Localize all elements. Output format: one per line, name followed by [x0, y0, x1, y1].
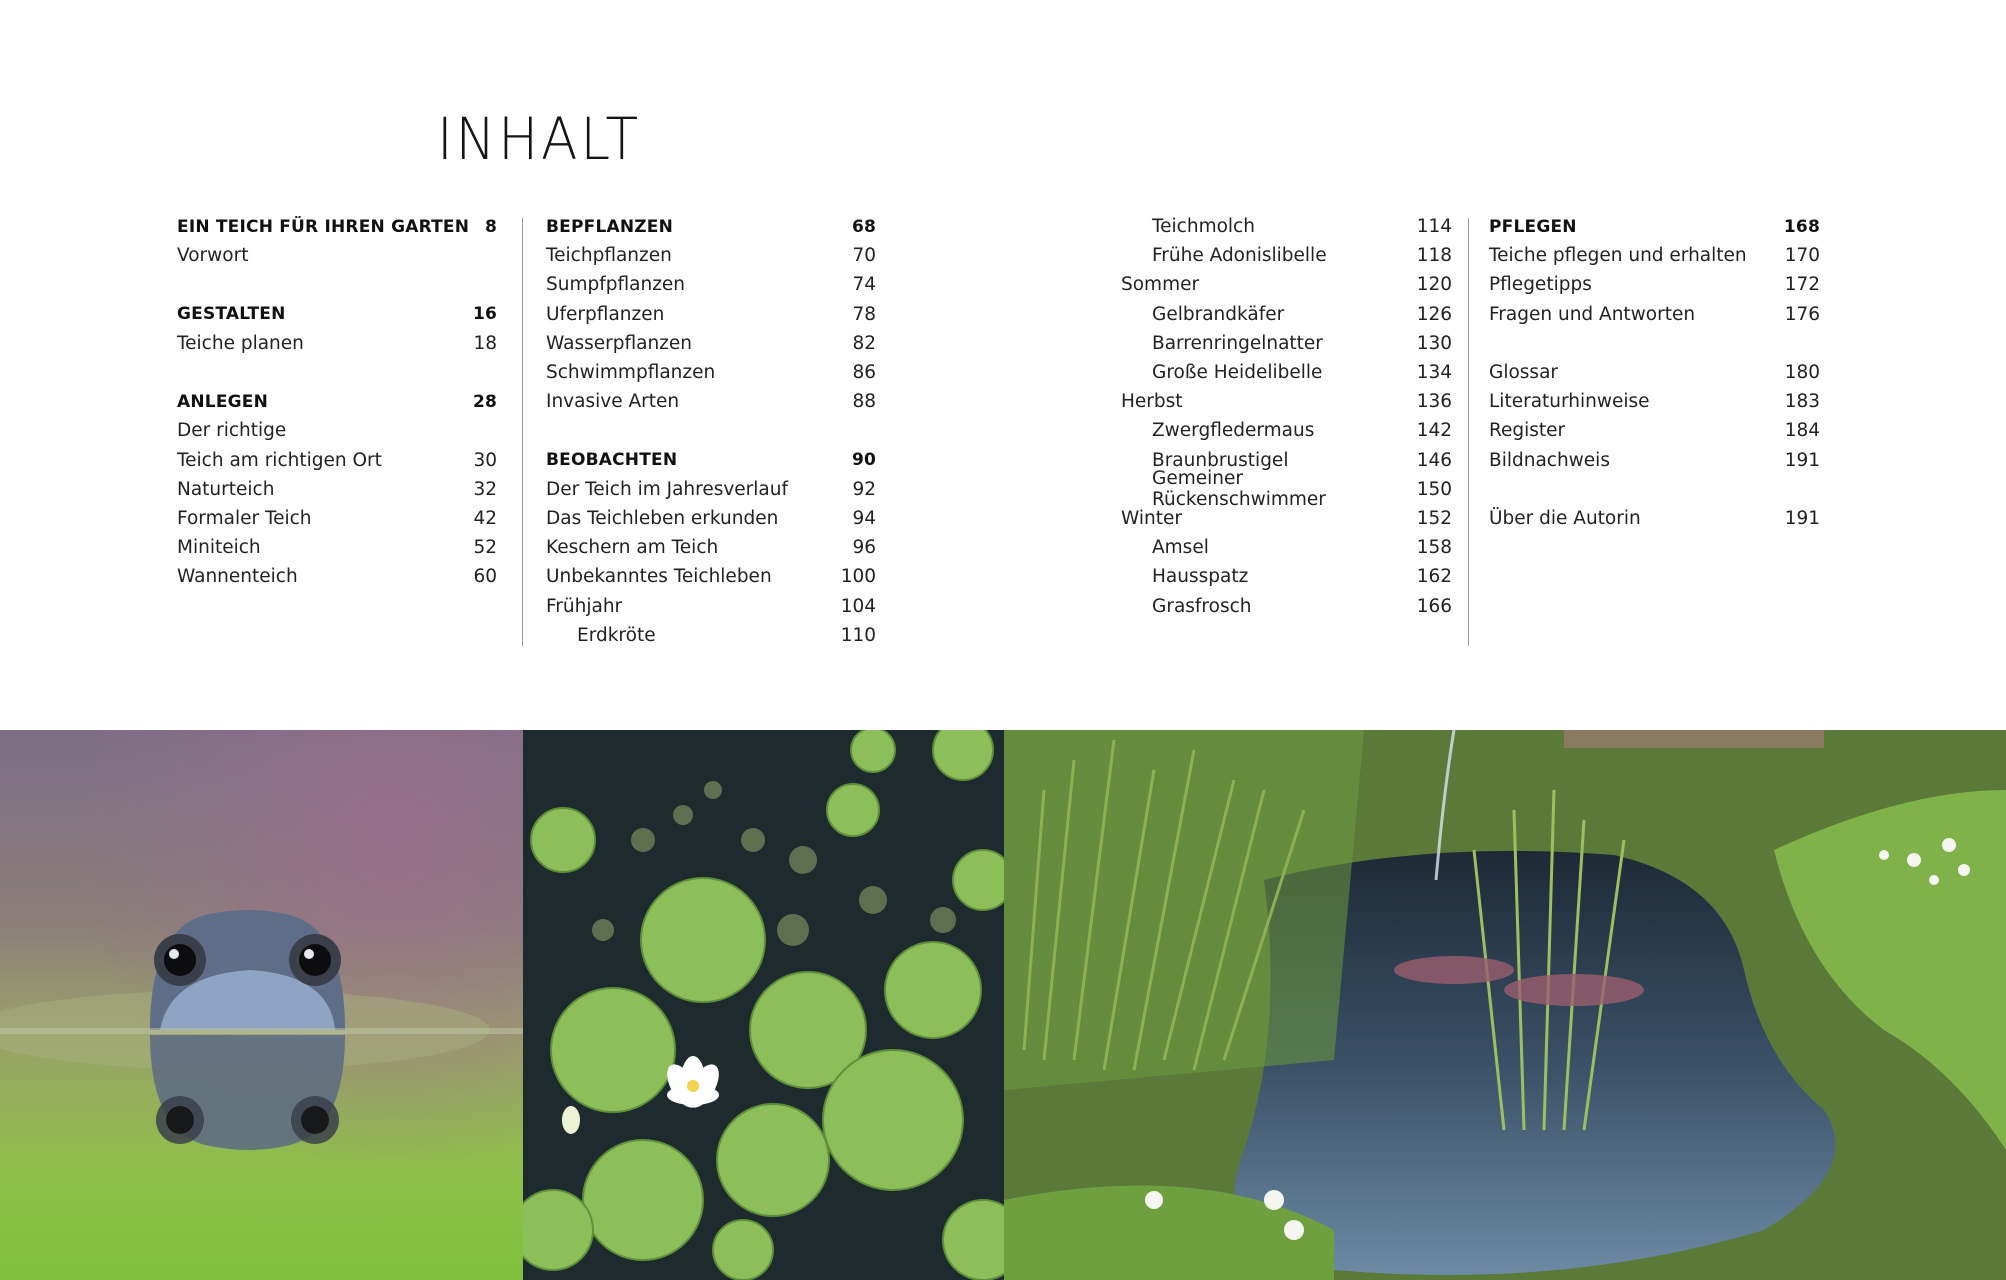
toc-entry [177, 475, 497, 504]
toc-entry [546, 387, 876, 416]
toc-entry-label: Über die Autorin [1489, 507, 1641, 529]
toc-entry-label: Wasserpflanzen [546, 332, 692, 354]
toc-entry [177, 241, 497, 270]
toc-column-1 [177, 212, 497, 591]
toc-entry [546, 475, 876, 504]
toc-page-number: 110 [840, 624, 876, 646]
toc-spacer [546, 416, 876, 445]
toc-section-heading [177, 212, 497, 241]
toc-entry-label: Grasfrosch [1152, 595, 1252, 617]
toc-section-heading [1489, 212, 1820, 241]
toc-page-number: 166 [1416, 595, 1452, 617]
toc-entry [1121, 300, 1452, 329]
toc-page-number: 92 [852, 478, 876, 500]
toc-entry [177, 533, 497, 562]
toc-page-number: 136 [1416, 391, 1452, 413]
toc-entry-label: Teichmolch [1152, 216, 1255, 238]
toc-entry [1489, 270, 1820, 299]
toc-entry-label: Register [1489, 420, 1566, 442]
toc-entry-label: Sommer [1121, 274, 1200, 296]
toc-entry-label: Miniteich [177, 537, 261, 559]
toc-entry-label: PFLEGEN [1489, 216, 1577, 237]
toc-page-number: 104 [840, 595, 876, 617]
toc-page-number: 90 [851, 450, 876, 471]
toc-entry [546, 241, 876, 270]
toc-page-number: 146 [1416, 449, 1452, 471]
toc-entry-label: Barrenringelnatter [1152, 332, 1323, 354]
toc-spacer [177, 358, 497, 387]
toc-spacer [1489, 475, 1820, 504]
toc-entry [546, 358, 876, 387]
toc-entry [546, 562, 876, 591]
toc-entry-label: Wannenteich [177, 566, 298, 588]
toc-entry-label: Frühjahr [546, 595, 623, 617]
toc-entry-label: Keschern am Teich [546, 537, 719, 559]
toc-spacer [1489, 329, 1820, 358]
toc-page-number: 30 [473, 449, 497, 471]
toc-page-number: 172 [1784, 274, 1820, 296]
toc-page-number: 42 [473, 507, 497, 529]
toc-spacer [177, 270, 497, 299]
toc-page-number: 176 [1784, 303, 1820, 325]
toc-entry-label: Frühe Adonislibelle [1152, 245, 1327, 267]
toc-page-number: 152 [1416, 507, 1452, 529]
toc-entry [177, 329, 497, 358]
toc-entry-label: GESTALTEN [177, 304, 286, 325]
toc-entry [546, 270, 876, 299]
toc-entry-label: Teiche pflegen und erhalten [1489, 245, 1747, 267]
toc-page-number: 82 [852, 332, 876, 354]
toc-page-number: 170 [1784, 245, 1820, 267]
toc-page-number: 18 [473, 332, 497, 354]
toc-page-number: 142 [1416, 420, 1452, 442]
toc-page-number: 100 [840, 566, 876, 588]
toc-entry [1489, 300, 1820, 329]
toc-entry-label: Der Teich im Jahresverlauf [546, 478, 788, 500]
toc-page-number: 130 [1416, 332, 1452, 354]
toc-page-number: 52 [473, 537, 497, 559]
toc-entry-label: Vorwort [177, 245, 249, 267]
toc-entry [1121, 533, 1452, 562]
toc-entry-label: Teich am richtigen Ort [177, 449, 382, 471]
water-lily-photo [523, 730, 1004, 1280]
toc-entry [1121, 270, 1452, 299]
toc-page-number: 162 [1416, 566, 1452, 588]
toc-page-number: 32 [473, 478, 497, 500]
toc-page-number: 183 [1784, 391, 1820, 413]
toc-entry-label: Braunbrustigel [1152, 449, 1289, 471]
toc-entry [1121, 416, 1452, 445]
toc-entry-label: Unbekanntes Teichleben [546, 566, 772, 588]
toc-entry [1121, 591, 1452, 620]
toc-entry-label: Große Heidelibelle [1152, 362, 1323, 384]
toc-entry-label: BEPFLANZEN [546, 216, 674, 237]
toc-page-number: 120 [1416, 274, 1452, 296]
toc-entry [177, 416, 497, 445]
toc-entry-label: Schwimmpflanzen [546, 362, 716, 384]
photo-strip [0, 730, 2006, 1280]
toc-entry-label: Naturteich [177, 478, 275, 500]
toc-entry-label: Fragen und Antworten [1489, 303, 1696, 325]
toc-entry [177, 562, 497, 591]
toc-page-number: 180 [1784, 362, 1820, 384]
toc-entry [546, 621, 876, 650]
toc-page-number: 184 [1784, 420, 1820, 442]
toc-page-number: 158 [1416, 537, 1452, 559]
toc-page-number: 70 [852, 245, 876, 267]
toc-page-number: 94 [852, 507, 876, 529]
toc-entry [1121, 212, 1452, 241]
page-title: INHALT [437, 105, 641, 173]
toc-page-number: 28 [472, 391, 497, 412]
toc-entry-label: Uferpflanzen [546, 303, 665, 325]
toc-page-number: 191 [1784, 449, 1820, 471]
toc-entry-label: Gelbrandkäfer [1152, 303, 1285, 325]
toc-page-number: 88 [852, 391, 876, 413]
toc-entry-label: ANLEGEN [177, 391, 269, 412]
toc-entry-label: Gemeiner Rückenschwimmer [1152, 468, 1326, 511]
toc-entry [1121, 468, 1452, 511]
toc-entry-label: Zwergfledermaus [1152, 420, 1315, 442]
toc-page-number: 134 [1416, 362, 1452, 384]
toc-entry-label: Winter [1121, 507, 1182, 529]
toc-entry-label: Erdkröte [577, 624, 656, 646]
toc-entry-label: Der richtige [177, 420, 287, 442]
garden-pond-photo [1004, 730, 2006, 1280]
toc-page-number: 168 [1783, 216, 1820, 237]
toc-entry-label: Formaler Teich [177, 507, 312, 529]
toc-entry-label: BEOBACHTEN [546, 450, 678, 471]
toc-entry-label: Invasive Arten [546, 391, 680, 413]
toc-page-number: 74 [852, 274, 876, 296]
toc-entry-label: EIN TEICH FÜR IHREN GARTEN [177, 216, 470, 237]
column-divider [1468, 218, 1469, 646]
toc-page-number: 114 [1416, 216, 1452, 238]
toc-entry-label: Sumpfpflanzen [546, 274, 686, 296]
toc-page-number: 8 [484, 216, 497, 237]
toc-entry-label: Glossar [1489, 362, 1559, 384]
toc-page-number: 86 [852, 362, 876, 384]
toc-entry [1121, 329, 1452, 358]
toc-entry-label: Hausspatz [1152, 566, 1249, 588]
column-divider [522, 218, 523, 646]
toc-entry [1489, 358, 1820, 387]
toc-entry [546, 533, 876, 562]
frog-photo [0, 730, 523, 1280]
toc-section-heading [546, 446, 876, 475]
toc-entry [1489, 446, 1820, 475]
toc-entry [546, 300, 876, 329]
toc-entry-label: Herbst [1121, 391, 1183, 413]
toc-entry [1489, 416, 1820, 445]
toc-entry [546, 329, 876, 358]
toc-entry [1489, 504, 1820, 533]
toc-entry [177, 446, 497, 475]
toc-column-4 [1489, 212, 1820, 533]
toc-column-2 [546, 212, 876, 650]
toc-entry [1489, 387, 1820, 416]
toc-entry-label: Das Teichleben erkunden [546, 507, 779, 529]
toc-page-number: 68 [851, 216, 876, 237]
toc-entry [1489, 241, 1820, 270]
toc-entry-label: Teichpflanzen [546, 245, 672, 267]
toc-entry [1121, 387, 1452, 416]
toc-entry-label: Teiche planen [177, 332, 304, 354]
toc-page-number: 191 [1784, 507, 1820, 529]
toc-column-3 [1121, 212, 1452, 621]
toc-page-number: 78 [852, 303, 876, 325]
toc-entry [1121, 358, 1452, 387]
toc-page-number: 16 [472, 304, 497, 325]
toc-entry-label: Pflegetipps [1489, 274, 1592, 296]
toc-entry [546, 591, 876, 620]
toc-section-heading [546, 212, 876, 241]
toc-section-heading [177, 387, 497, 416]
toc-entry [546, 504, 876, 533]
toc-entry-label: Amsel [1152, 537, 1209, 559]
toc-page-number: 118 [1416, 245, 1452, 267]
toc-section-heading [177, 300, 497, 329]
toc-page-number: 150 [1416, 478, 1452, 500]
toc-entry [1121, 241, 1452, 270]
toc-page-number: 126 [1416, 303, 1452, 325]
toc-entry-label: Bildnachweis [1489, 449, 1610, 471]
toc-page-number: 96 [852, 537, 876, 559]
toc-entry-label: Literaturhinweise [1489, 391, 1650, 413]
toc-entry [177, 504, 497, 533]
toc-page-number: 60 [473, 566, 497, 588]
toc-entry [1121, 562, 1452, 591]
